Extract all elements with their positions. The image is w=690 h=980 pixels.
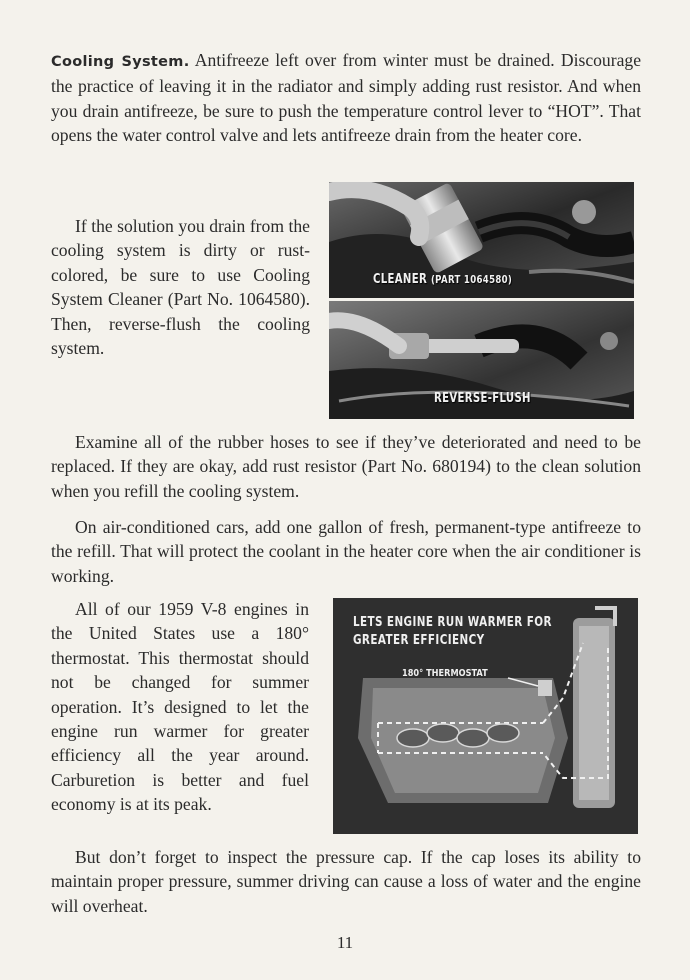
diagram-title-line2: GREATER EFFICIENCY [353, 633, 485, 648]
section-heading: Cooling System. [51, 54, 190, 70]
thermostat-diagram [333, 598, 638, 834]
paragraph-cleaner: If the solution you drain from the cooling system is dirty or rust-colored, be sure to use Cooling System Cleaner (Part No. 1064580). Then, reverse-flush the cooling system. [51, 216, 310, 359]
paragraph-text: Antifreeze left over from winter must be drained. Discourage the practice of leaving it in the radiator and simply adding rust resistor. And when you drain antifreeze, be sure to push the temperature control lever to “HOT”. That opens the water control valve and lets antifreeze drain from the heater core. [51, 50, 642, 146]
paragraph-cooling-system [51, 48, 641, 148]
photo-label-cleaner: CLEANER (PART 1064580) [373, 272, 513, 287]
thermostat-label: 180° THERMOSTAT [402, 668, 488, 679]
paragraph-pressure-cap: But don’t forget to inspect the pressure cap. If the cap loses its ability to maintain proper pressure, summer driving can cause a loss of water and the engine will overheat. [51, 847, 641, 916]
paragraph-hoses: Examine all of the rubber hoses to see if they’ve deteriorated and need to be replaced. If they are okay, add rust resistor (Part No. 680194) to the clean solution when you refill the cooling system. [51, 432, 641, 501]
paragraph-thermostat: All of our 1959 V-8 engines in the United States use a 180° thermostat. This thermostat should not be changed for summer operation. It’s designed to let the engine run warmer for greater efficiency all the year around. Carburetion is better and fuel economy is at its peak. [51, 599, 309, 815]
paragraph-air-conditioned: On air-conditioned cars, add one gallon of fresh, permanent-type antifreeze to the refill. That will protect the coolant in the heater core when the air conditioner is working. [51, 517, 641, 586]
diagram-title-line1: LETS ENGINE RUN WARMER FOR [353, 615, 552, 630]
photo-cleaner [329, 182, 634, 298]
photo-label-reverse-flush: REVERSE-FLUSH [434, 391, 531, 406]
photo-reverse-flush [329, 301, 634, 419]
page-number: 11 [336, 933, 354, 952]
